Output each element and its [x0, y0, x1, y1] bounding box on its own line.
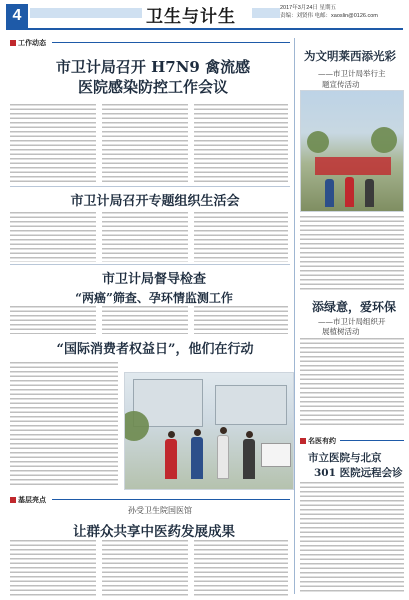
editor-info: 责编：刘贤伟 电邮：xaoslin@0126.com: [280, 13, 378, 19]
right-subhead-civility-cont: 题宣传活动: [322, 80, 360, 89]
lead-article-col2: [102, 104, 188, 184]
greening-article-text: [300, 338, 404, 428]
inspection-headline: 市卫计局督导检查: [101, 272, 206, 287]
person: [365, 179, 374, 207]
tag-label: 基层亮点: [18, 497, 46, 504]
person-head: [246, 431, 253, 438]
person: [243, 439, 255, 479]
tcm-article-col1: [10, 540, 96, 596]
meeting-headline: 市卫计局召开专题组织生活会: [70, 194, 240, 209]
lead-article-col1: [10, 104, 96, 184]
person: [217, 435, 229, 479]
civility-article-text: [300, 216, 404, 292]
lead-article-col3: [194, 104, 288, 184]
lead-headline-line1: 市卫计局召开 H7N9 禽流感: [55, 58, 251, 76]
tag-work-news: [10, 38, 46, 48]
lead-headline-line2: 医院感染防控工作会议: [77, 78, 228, 96]
remote-consult-article-text: [300, 482, 404, 594]
inspection-subheadline: “两癌”筛查、孕环情监测工作: [75, 291, 233, 305]
red-square-icon: [10, 40, 16, 46]
divider: [10, 264, 290, 265]
divider: [10, 186, 290, 187]
right-subhead-civility: ——市卫计局举行主: [318, 69, 386, 78]
building: [215, 385, 287, 425]
page-number: 4: [6, 4, 28, 28]
publicity-photo: [300, 90, 404, 212]
issue-date: 2017年3月24日 星期五: [280, 5, 336, 11]
inspection-article-col3: [194, 306, 288, 334]
header-decor-left: [30, 8, 142, 18]
tag-grassroots: [10, 495, 46, 505]
section-title: 卫生与计生: [146, 7, 236, 27]
right-headline-civility: 为文明莱西添光彩: [304, 49, 396, 63]
meeting-article-col1: [10, 212, 96, 262]
inspection-article-col2: [102, 306, 188, 334]
header-decor-right: [252, 8, 280, 18]
tree: [371, 127, 397, 153]
tree: [307, 131, 329, 153]
tag-rule: [52, 42, 290, 43]
tcm-headline: 让群众共享中医药发展成果: [73, 524, 235, 540]
tcm-article-col2: [102, 540, 188, 596]
consumer-day-headline: “国际消费者权益日”，他们在行动: [56, 342, 254, 357]
red-square-icon: [300, 438, 306, 444]
tcm-kicker: 孙受卫生院国医馆: [128, 506, 192, 515]
consumer-article-text: [10, 362, 118, 488]
tag-rule: [52, 499, 290, 500]
meeting-article-col3: [194, 212, 288, 262]
header-rule: [6, 28, 403, 30]
display-board: [261, 443, 291, 467]
right-subhead-greening: ——市卫计局组织开: [318, 317, 386, 326]
inspection-article-col1: [10, 306, 96, 334]
person-head: [220, 427, 227, 434]
person: [165, 439, 177, 479]
tag-rule: [340, 440, 404, 441]
page-header: [0, 0, 409, 36]
tree: [124, 411, 149, 441]
person: [325, 179, 334, 207]
tag-famous-hospitals: [300, 436, 336, 446]
person-head: [168, 431, 175, 438]
meeting-article-col2: [102, 212, 188, 262]
person-head: [194, 429, 201, 436]
right-headline-greening: 添绿意，爱环保: [312, 300, 397, 314]
banner: [315, 157, 391, 175]
tag-label: 名医有约: [308, 438, 336, 445]
event-photo: [124, 372, 294, 490]
tcm-article-col3: [194, 540, 288, 596]
tag-label: 工作动态: [18, 40, 46, 47]
right-headline-remote-line2: 301 医院远程会诊: [314, 467, 403, 479]
person: [191, 437, 203, 479]
person: [345, 177, 354, 207]
red-square-icon: [10, 497, 16, 503]
right-headline-remote-line1: 市立医院与北京: [308, 452, 382, 464]
column-divider: [294, 38, 295, 594]
right-subhead-greening-cont: 展植树活动: [322, 327, 360, 336]
